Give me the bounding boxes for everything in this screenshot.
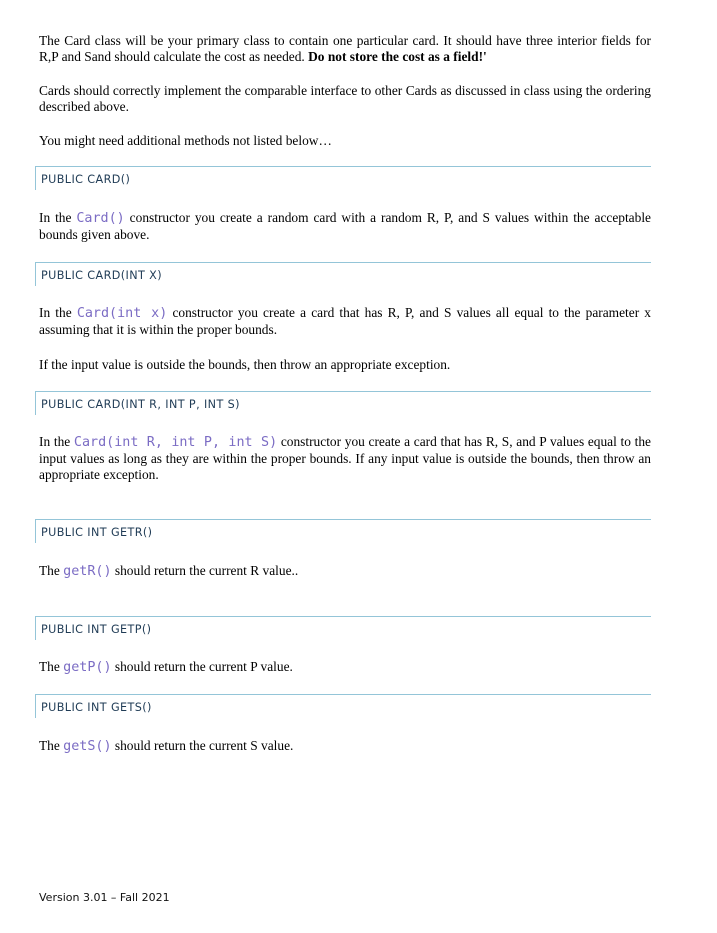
get-r-code: getR() <box>63 564 112 579</box>
card-int-prefix: In the <box>39 305 77 320</box>
get-r-prefix: The <box>39 563 64 578</box>
get-s-code: getS() <box>63 739 112 754</box>
card-default-prefix: In the <box>39 210 77 225</box>
card-int-description <box>39 305 651 338</box>
section-heading-get-p <box>35 616 651 640</box>
intro-paragraph-1-bold: Do not store the cost as a field!' <box>308 49 487 64</box>
section-heading-card-default <box>35 166 651 190</box>
get-s-description <box>39 738 651 755</box>
card-rps-code: Card(int R, int P, int S) <box>73 435 278 450</box>
section-heading-card-int <box>35 262 651 286</box>
intro-paragraph-1 <box>39 33 651 65</box>
section-heading-card-default-label: PUBLIC CARD() <box>41 173 131 186</box>
get-r-description <box>39 563 651 580</box>
card-default-code: Card() <box>76 211 125 226</box>
section-heading-card-rps <box>35 391 651 415</box>
card-rps-prefix: In the <box>39 434 74 449</box>
card-int-suffix: constructor you create a card that has R, P, and S values all equal to the parameter x assuming that it is within the proper bounds. <box>39 305 652 337</box>
section-heading-get-r-label: PUBLIC INT GETR() <box>41 526 153 539</box>
card-default-description <box>39 210 651 243</box>
section-heading-get-s-label: PUBLIC INT GETS() <box>41 701 152 714</box>
card-int-exception-note: If the input value is outside the bounds, then throw an appropriate exception. <box>39 357 451 372</box>
intro-paragraph-3: You might need additional methods not listed below… <box>39 133 332 148</box>
card-rps-description <box>39 434 651 483</box>
get-s-prefix: The <box>39 738 64 753</box>
footer-version: Version 3.01 – Fall 2021 <box>39 891 170 904</box>
section-heading-get-s <box>35 694 651 718</box>
get-r-suffix: should return the current R value.. <box>111 563 299 578</box>
get-s-suffix: should return the current S value. <box>111 738 294 753</box>
intro-paragraph-2: Cards should correctly implement the comparable interface to other Cards as discussed in class using the ordering described above. <box>39 83 651 114</box>
card-rps-suffix: constructor you create a card that has R, S, and P values equal to the input values as long as they are within the proper bounds. If any input value is outside the bounds, then throw an appropriate exception. <box>39 434 651 482</box>
card-int-code: Card(int x) <box>76 306 168 321</box>
section-heading-card-rps-label: PUBLIC CARD(INT R, INT P, INT S) <box>41 398 240 411</box>
get-p-code: getP() <box>63 660 112 675</box>
section-heading-card-int-label: PUBLIC CARD(INT X) <box>41 269 163 282</box>
get-p-prefix: The <box>39 659 64 674</box>
section-heading-get-r <box>35 519 651 543</box>
section-heading-get-p-label: PUBLIC INT GETP() <box>41 623 152 636</box>
card-default-suffix: constructor you create a random card with a random R, P, and S values within the acceptable bounds given above. <box>39 210 651 242</box>
get-p-description <box>39 659 651 676</box>
get-p-suffix: should return the current P value. <box>111 659 293 674</box>
intro-paragraph-1-text: The Card class will be your primary class to contain one particular card. It should have three interior fields for R,P and Sand should calculate the cost as needed. <box>39 33 651 64</box>
